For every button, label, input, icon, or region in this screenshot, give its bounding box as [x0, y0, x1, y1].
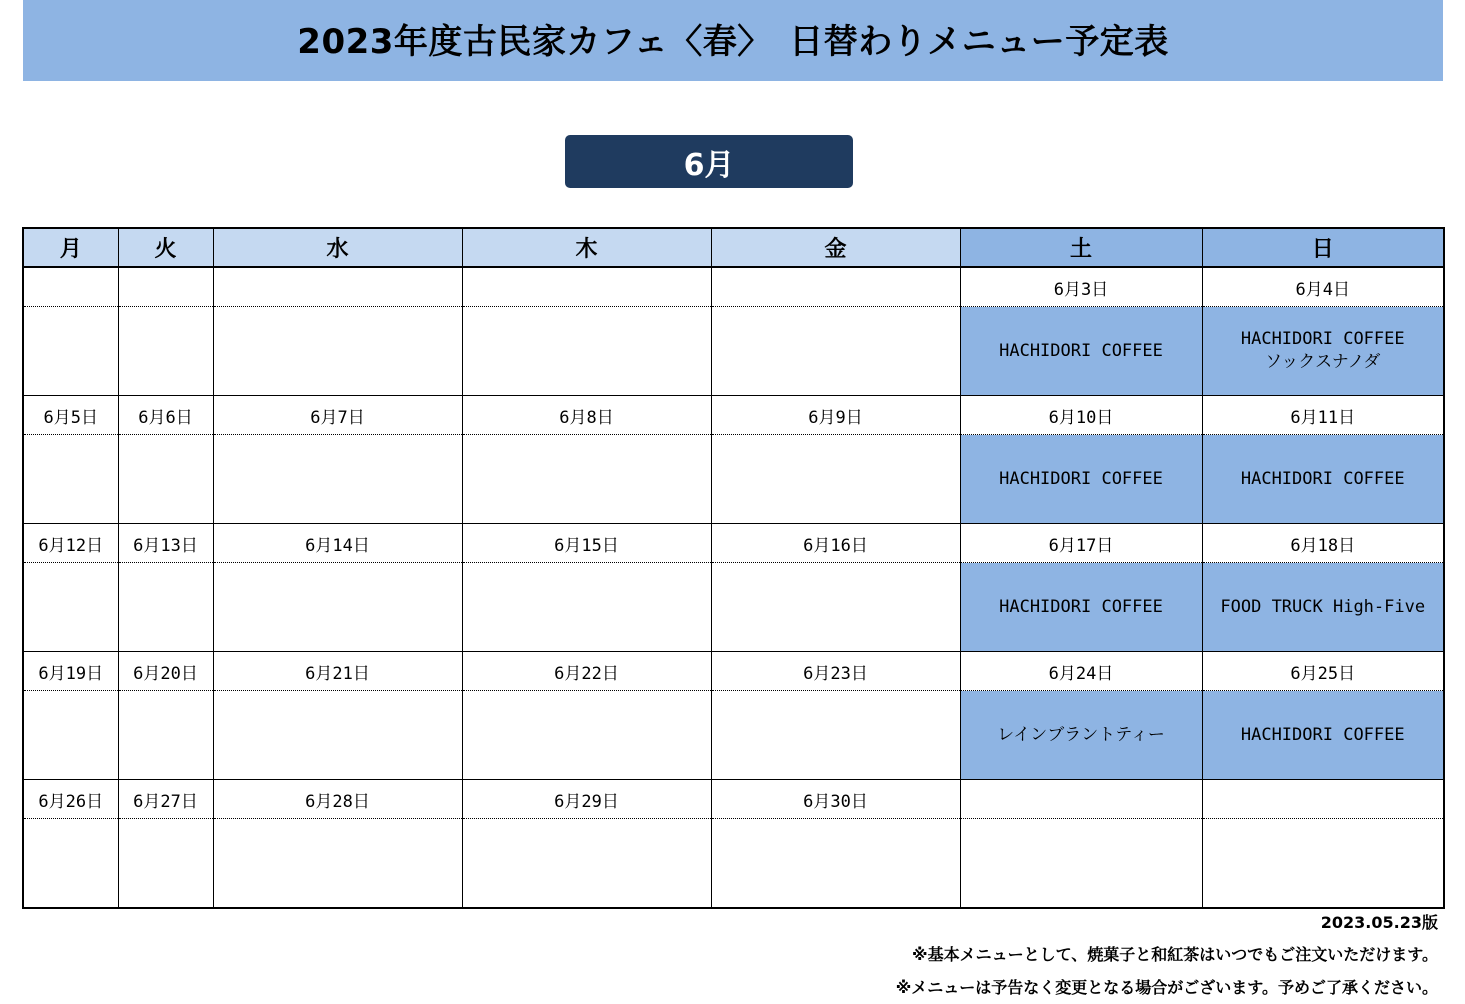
menu-cell: [213, 691, 462, 780]
menu-cell: [711, 563, 960, 652]
date-cell: 6月6日: [118, 396, 213, 435]
menu-cell: [462, 691, 711, 780]
menu-cell: [213, 819, 462, 909]
month-label: 6月: [683, 147, 735, 183]
date-cell: 6月28日: [213, 780, 462, 819]
menu-text: レインブラントティー: [997, 724, 1165, 745]
menu-cell: [213, 563, 462, 652]
menu-row: [23, 691, 1444, 780]
date-cell: 6月24日: [960, 652, 1202, 691]
menu-text: ソックスナノダ: [1265, 352, 1381, 372]
date-cell: [118, 267, 213, 307]
date-cell: 6月18日: [1202, 524, 1444, 563]
menu-text: FOOD TRUCK High-Five: [1220, 596, 1426, 617]
date-cell: 6月10日: [960, 396, 1202, 435]
calendar-table: [22, 227, 1445, 909]
date-cell: 6月30日: [711, 780, 960, 819]
date-cell: 6月19日: [23, 652, 118, 691]
note-menu-change: ※メニューは予告なく変更となる場合がございます。予めご了承ください。: [895, 978, 1438, 997]
date-row: [23, 780, 1444, 819]
date-cell: 6月26日: [23, 780, 118, 819]
date-cell: 6月20日: [118, 652, 213, 691]
menu-text: HACHIDORI COFFEE: [1240, 329, 1405, 349]
menu-cell: [118, 307, 213, 396]
date-cell: [1202, 780, 1444, 819]
date-cell: 6月7日: [213, 396, 462, 435]
date-cell: [711, 267, 960, 307]
weekday-header-saturday: 土: [960, 228, 1202, 267]
menu-cell: [462, 307, 711, 396]
menu-cell: [23, 819, 118, 909]
menu-cell: [23, 563, 118, 652]
menu-text: HACHIDORI COFFEE: [1240, 468, 1405, 489]
weekday-header-row: [23, 228, 1444, 267]
menu-cell: [118, 819, 213, 909]
menu-cell: [23, 307, 118, 396]
menu-cell: [711, 435, 960, 524]
weekday-header: 月: [23, 228, 118, 267]
date-cell: 6月3日: [960, 267, 1202, 307]
menu-cell: [711, 307, 960, 396]
date-cell: [23, 267, 118, 307]
date-cell: 6月25日: [1202, 652, 1444, 691]
date-row: [23, 652, 1444, 691]
date-cell: [462, 267, 711, 307]
menu-cell: [1202, 819, 1444, 909]
date-cell: 6月8日: [462, 396, 711, 435]
menu-cell: [960, 307, 1202, 396]
page-title: 2023年度古民家カフェ〈春〉 日替わりメニュー予定表: [297, 22, 1169, 62]
menu-cell: [462, 819, 711, 909]
date-cell: 6月14日: [213, 524, 462, 563]
menu-row: [23, 819, 1444, 909]
weekday-header: 水: [213, 228, 462, 267]
menu-cell: [1202, 307, 1444, 396]
date-cell: 6月17日: [960, 524, 1202, 563]
menu-cell: [1202, 691, 1444, 780]
menu-cell: [960, 435, 1202, 524]
date-row: [23, 267, 1444, 307]
menu-cell: [960, 819, 1202, 909]
date-cell: 6月11日: [1202, 396, 1444, 435]
menu-cell: [23, 435, 118, 524]
menu-cell: [118, 691, 213, 780]
menu-cell: [462, 435, 711, 524]
date-cell: 6月4日: [1202, 267, 1444, 307]
menu-cell: [711, 691, 960, 780]
menu-cell: [23, 691, 118, 780]
menu-row: [23, 307, 1444, 396]
menu-text: HACHIDORI COFFEE: [999, 596, 1163, 617]
weekday-header: 金: [711, 228, 960, 267]
menu-text: HACHIDORI COFFEE: [999, 340, 1163, 361]
menu-cell: [118, 563, 213, 652]
menu-row: [23, 563, 1444, 652]
date-cell: 6月21日: [213, 652, 462, 691]
menu-cell: [960, 563, 1202, 652]
date-cell: [960, 780, 1202, 819]
menu-cell: [711, 819, 960, 909]
weekday-header: 木: [462, 228, 711, 267]
version-label: 2023.05.23版: [1320, 913, 1438, 932]
date-cell: 6月29日: [462, 780, 711, 819]
date-cell: 6月13日: [118, 524, 213, 563]
menu-cell: [1202, 435, 1444, 524]
menu-cell: [213, 435, 462, 524]
menu-cell: [1202, 563, 1444, 652]
date-cell: 6月9日: [711, 396, 960, 435]
menu-cell: [462, 563, 711, 652]
menu-cell: [118, 435, 213, 524]
date-row: [23, 524, 1444, 563]
weekday-header: 火: [118, 228, 213, 267]
date-cell: 6月12日: [23, 524, 118, 563]
month-badge: [565, 135, 853, 188]
date-cell: [213, 267, 462, 307]
menu-cell: [960, 691, 1202, 780]
note-basic-menu: ※基本メニューとして、焼菓子と和紅茶はいつでもご注文いただけます。: [912, 945, 1438, 964]
footer-notes: [896, 908, 1438, 1004]
menu-cell: [213, 307, 462, 396]
date-cell: 6月27日: [118, 780, 213, 819]
date-cell: 6月15日: [462, 524, 711, 563]
date-cell: 6月22日: [462, 652, 711, 691]
title-bar: [23, 0, 1443, 81]
weekday-header-sunday: 日: [1202, 228, 1444, 267]
menu-text: HACHIDORI COFFEE: [999, 468, 1163, 489]
date-cell: 6月5日: [23, 396, 118, 435]
menu-row: [23, 435, 1444, 524]
menu-text: HACHIDORI COFFEE: [1240, 724, 1405, 745]
date-row: [23, 396, 1444, 435]
date-cell: 6月16日: [711, 524, 960, 563]
date-cell: 6月23日: [711, 652, 960, 691]
